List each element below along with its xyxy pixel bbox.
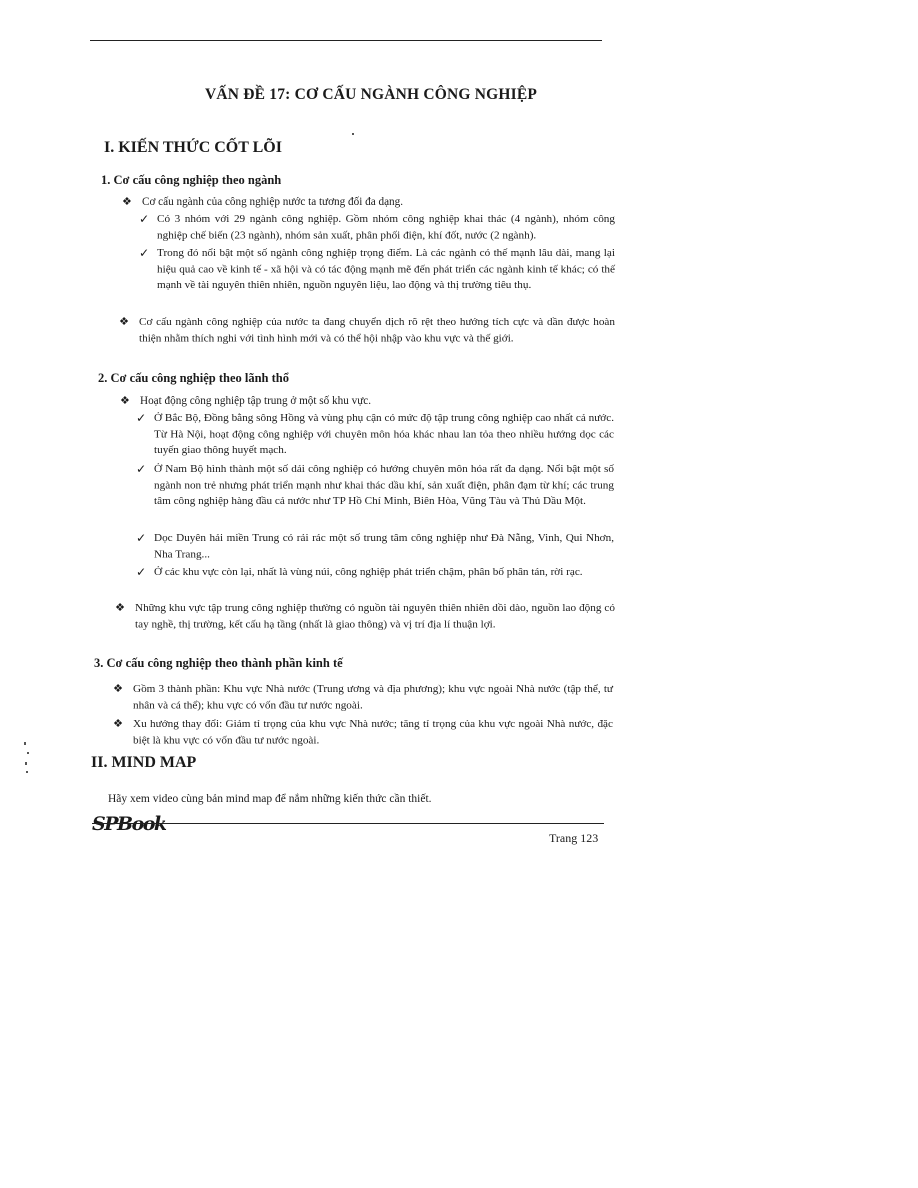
check-item-northern-region: ✓ Ở Bắc Bộ, Đồng bằng sông Hồng và vùng phụ cận có mức độ tập trung công nghiệp cao nhất cả nước. Từ Hà Nội, hoạt động công nghiệp với chuyên môn hóa khác nhau lan tỏa theo nhiều hướng dọc các tuyến giao thông huyết mạch. <box>136 410 614 457</box>
scan-artifact <box>25 762 27 765</box>
check-bullet-icon: ✓ <box>136 530 147 545</box>
paragraph-industry-diversity: ❖ Cơ cấu ngành của công nghiệp nước ta tương đối đa dạng. <box>142 194 617 211</box>
subsection-heading-by-territory: 2. Cơ cấu công nghiệp theo lãnh thổ <box>98 371 289 385</box>
paragraph-sector-trend: ❖ Xu hướng thay đổi: Giảm tỉ trọng của khu vực Nhà nước; tăng tỉ trọng của khu vực ngoài Nhà nước, đặc biệt là khu vực có vốn đầu tư nước ngoài. <box>113 717 613 746</box>
paragraph-territory-concentration: ❖ Hoạt động công nghiệp tập trung ở một số khu vực. <box>140 393 615 410</box>
scan-artifact <box>352 133 354 135</box>
section-heading-mind-map: II. MIND MAP <box>91 754 197 771</box>
scan-artifact <box>26 771 28 773</box>
footer-rule <box>92 823 604 824</box>
paragraph-industry-shift: ❖ Cơ cấu ngành công nghiệp của nước ta đang chuyển dịch rõ rệt theo hướng tích cực và dần được hoàn thiện nhằm thích nghi với tình hình mới và có thể hội nhập vào khu vực và thế giới. <box>119 315 615 344</box>
check-item-industry-groups: ✓ Có 3 nhóm với 29 ngành công nghiệp. Gồm nhóm công nghiệp khai thác (4 ngành), nhóm công nghiệp chế biến (23 ngành), nhóm sản xuất, phân phối điện, khí đốt, nước (2 ngành). <box>139 211 615 241</box>
mind-map-instruction: Hãy xem video cùng bản mind map để nắm những kiến thức cần thiết. <box>108 793 432 805</box>
check-item-key-industries: ✓ Trong đó nổi bật một số ngành công nghiệp trọng điểm. Là các ngành có thế mạnh lâu dài, mang lại hiệu quả cao về kinh tế - xã hội và có tác động mạnh mẽ đến phát triển các ngành kinh tế khác; có thế mạnh về tài nguyên thiên nhiên, nguồn nguyên liệu, lao động và thị trường tiêu thụ. <box>139 245 615 292</box>
check-bullet-icon: ✓ <box>139 211 150 226</box>
publisher-logo: SPBook <box>92 813 166 835</box>
diamond-bullet-icon: ❖ <box>119 315 129 328</box>
diamond-bullet-icon: ❖ <box>120 395 130 407</box>
check-item-remaining-regions: ✓ Ở các khu vực còn lại, nhất là vùng núi, công nghiệp phát triển chậm, phân bố phân tán, rời rạc. <box>136 564 583 579</box>
diamond-bullet-icon: ❖ <box>113 682 123 695</box>
subsection-heading-by-economic-sector: 3. Cơ cấu công nghiệp theo thành phần kinh tế <box>94 656 343 670</box>
section-heading-core-knowledge: I. KIẾN THỨC CỐT LÕI <box>104 139 282 156</box>
scan-artifact <box>24 742 26 745</box>
diamond-bullet-icon: ❖ <box>115 601 125 614</box>
check-item-southern-region: ✓ Ở Nam Bộ hình thành một số dải công nghiệp có hướng chuyên môn hóa rất đa dạng. Nổi bật một số ngành non trẻ nhưng phát triển mạnh như khai thác dầu khí, sản xuất điện, phân đạm từ khí; các trung tâm công nghiệp hàng đầu cả nước như TP Hồ Chí Minh, Biên Hòa, Vũng Tàu và Thủ Dầu Một. <box>136 461 614 508</box>
diamond-bullet-icon: ❖ <box>113 717 123 730</box>
check-item-central-coast: ✓ Dọc Duyên hải miền Trung có rải rác một số trung tâm công nghiệp như Đà Nẵng, Vinh, Qui Nhơn, Nha Trang... <box>136 530 614 560</box>
paragraph-economic-sectors: ❖ Gồm 3 thành phần: Khu vực Nhà nước (Trung ương và địa phương); khu vực ngoài Nhà nước (tập thể, tư nhân và cá thể); khu vực có vốn đầu tư nước ngoài. <box>113 682 613 711</box>
check-bullet-icon: ✓ <box>136 564 147 579</box>
scan-artifact <box>27 752 29 754</box>
subsection-heading-by-industry: 1. Cơ cấu công nghiệp theo ngành <box>101 173 282 187</box>
diamond-bullet-icon: ❖ <box>122 196 132 208</box>
page-number: Trang 123 <box>549 831 599 845</box>
check-bullet-icon: ✓ <box>139 245 150 260</box>
check-bullet-icon: ✓ <box>136 461 147 476</box>
header-rule <box>90 40 602 41</box>
page-title: VẤN ĐỀ 17: CƠ CẤU NGÀNH CÔNG NGHIỆP <box>205 86 538 103</box>
check-bullet-icon: ✓ <box>136 410 147 425</box>
paragraph-concentration-conditions: ❖ Những khu vực tập trung công nghiệp thường có nguồn tài nguyên thiên nhiên dồi dào, nguồn lao động có tay nghề, thị trường, kết cấu hạ tầng (nhất là giao thông) và vị trí địa lí thuận lợi. <box>115 601 615 630</box>
